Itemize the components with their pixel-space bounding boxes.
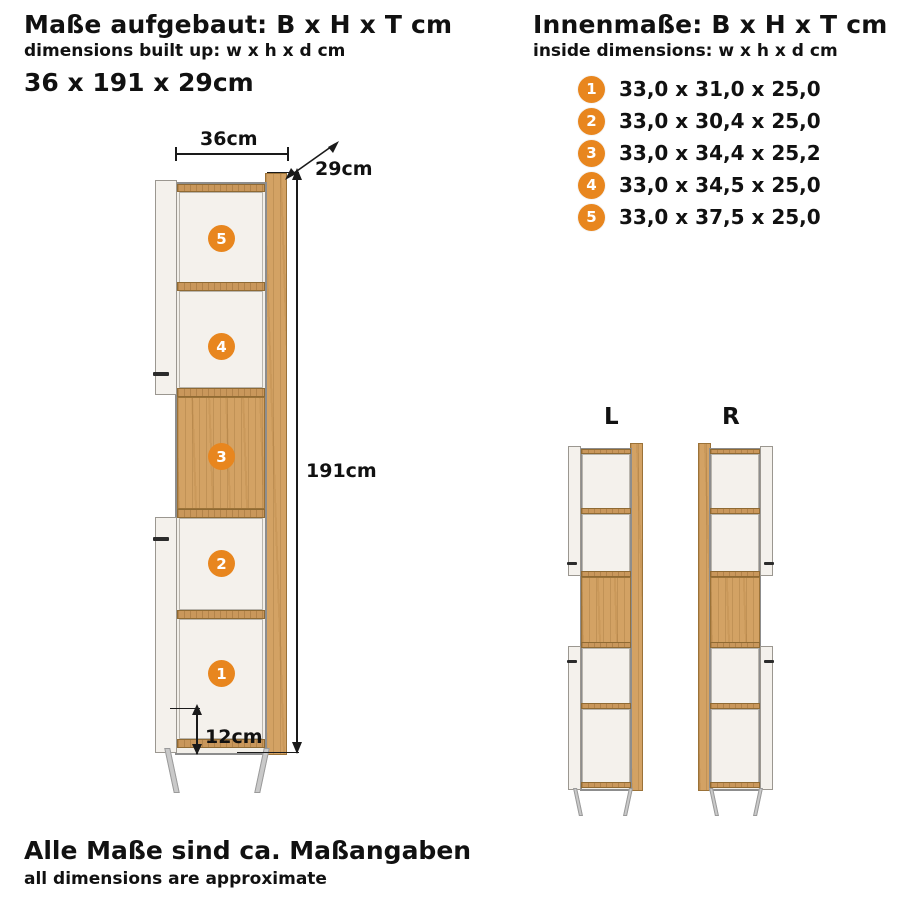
- lower-door[interactable]: [155, 517, 177, 753]
- left-title-en: dimensions built up: w x h x d cm: [24, 41, 346, 61]
- variant-l-compartment-1: [582, 709, 630, 783]
- variant-label-right: R: [722, 404, 740, 430]
- variant-l-upper-door[interactable]: [568, 446, 581, 576]
- compartment-badge-4: 4: [208, 333, 235, 360]
- dimension-value-4: 33,0 x 34,5 x 25,0: [619, 173, 821, 197]
- variant-r-bottom-rail: [710, 782, 760, 788]
- leg-arrow-top: [189, 704, 205, 718]
- variant-l-leg-right: [623, 788, 633, 816]
- height-label: 191cm: [306, 460, 377, 482]
- variant-label-left: L: [604, 404, 619, 430]
- variant-r-compartment-1: [711, 709, 759, 783]
- right-title-de: Innenmaße: B x H x T cm: [533, 10, 888, 39]
- variant-r-compartment-4: [711, 514, 759, 572]
- height-arrow-top: [289, 168, 305, 184]
- badge-5: 5: [578, 204, 605, 231]
- list-item: [578, 73, 821, 105]
- variant-r-lower-door[interactable]: [760, 646, 773, 790]
- height-arrow-bottom: [289, 740, 305, 756]
- variant-r-leg-right: [753, 788, 763, 816]
- lower-door-handle[interactable]: [153, 537, 169, 541]
- variant-r-compartment-5: [711, 454, 759, 509]
- variant-r-upper-door[interactable]: [760, 446, 773, 576]
- left-dimension-value: 36 x 191 x 29cm: [24, 68, 254, 97]
- variant-l-compartment-3: [581, 577, 631, 643]
- leg-height-label: 12cm: [205, 726, 263, 748]
- width-dimension-line: [175, 153, 288, 155]
- compartment-badge-2: 2: [208, 550, 235, 577]
- variant-r-compartment-3: [710, 577, 760, 643]
- height-guide-bottom: [237, 752, 299, 753]
- shelf-under-5: [177, 282, 265, 291]
- list-item: [578, 105, 821, 137]
- variant-cabinet-left: [568, 438, 658, 798]
- variant-l-upper-handle[interactable]: [567, 562, 577, 565]
- height-dimension-line: [296, 172, 298, 752]
- left-title-de: Maße aufgebaut: B x H x T cm: [24, 10, 453, 39]
- badge-3: 3: [578, 140, 605, 167]
- upper-door[interactable]: [155, 180, 177, 395]
- inside-dimensions-list: [578, 73, 821, 233]
- compartment-badge-3: 3: [208, 443, 235, 470]
- cabinet-top-rail: [177, 184, 265, 192]
- list-item: [578, 169, 821, 201]
- footer-line-de: Alle Maße sind ca. Maßangaben: [24, 836, 472, 865]
- compartment-badge-5: 5: [208, 225, 235, 252]
- compartment-badge-1: 1: [208, 660, 235, 687]
- badge-1: 1: [578, 76, 605, 103]
- shelf-under-3: [177, 509, 265, 518]
- width-tick-left: [175, 147, 177, 161]
- variant-r-compartment-2: [711, 648, 759, 704]
- dimension-value-5: 33,0 x 37,5 x 25,0: [619, 205, 821, 229]
- leg-guide-top: [170, 708, 200, 709]
- upper-door-handle[interactable]: [153, 372, 169, 376]
- variant-r-leg-left: [709, 788, 719, 816]
- variant-r-lower-handle[interactable]: [764, 660, 774, 663]
- variant-l-compartment-5: [582, 454, 630, 509]
- variant-l-compartment-2: [582, 648, 630, 704]
- variant-l-leg-left: [573, 788, 583, 816]
- leg-arrow-bottom: [189, 742, 205, 756]
- list-item: [578, 137, 821, 169]
- height-guide-top: [267, 172, 299, 173]
- variant-l-bottom-rail: [581, 782, 631, 788]
- width-label: 36cm: [200, 128, 258, 150]
- dimension-value-1: 33,0 x 31,0 x 25,0: [619, 77, 821, 101]
- badge-4: 4: [578, 172, 605, 199]
- list-item: [578, 201, 821, 233]
- right-title-en: inside dimensions: w x h x d cm: [533, 41, 838, 61]
- footer-line-en: all dimensions are approximate: [24, 869, 327, 889]
- variant-cabinet-right: [690, 438, 785, 798]
- variant-l-lower-door[interactable]: [568, 646, 581, 790]
- main-cabinet-drawing: [155, 165, 310, 765]
- variant-r-upper-handle[interactable]: [764, 562, 774, 565]
- cabinet-side-panel: [265, 173, 287, 755]
- dimension-value-3: 33,0 x 34,4 x 25,2: [619, 141, 821, 165]
- shelf-under-4: [177, 388, 265, 397]
- variant-l-compartment-4: [582, 514, 630, 572]
- variant-l-lower-handle[interactable]: [567, 660, 577, 663]
- shelf-under-2: [177, 610, 265, 619]
- badge-2: 2: [578, 108, 605, 135]
- dimension-value-2: 33,0 x 30,4 x 25,0: [619, 109, 821, 133]
- depth-label: 29cm: [315, 158, 373, 180]
